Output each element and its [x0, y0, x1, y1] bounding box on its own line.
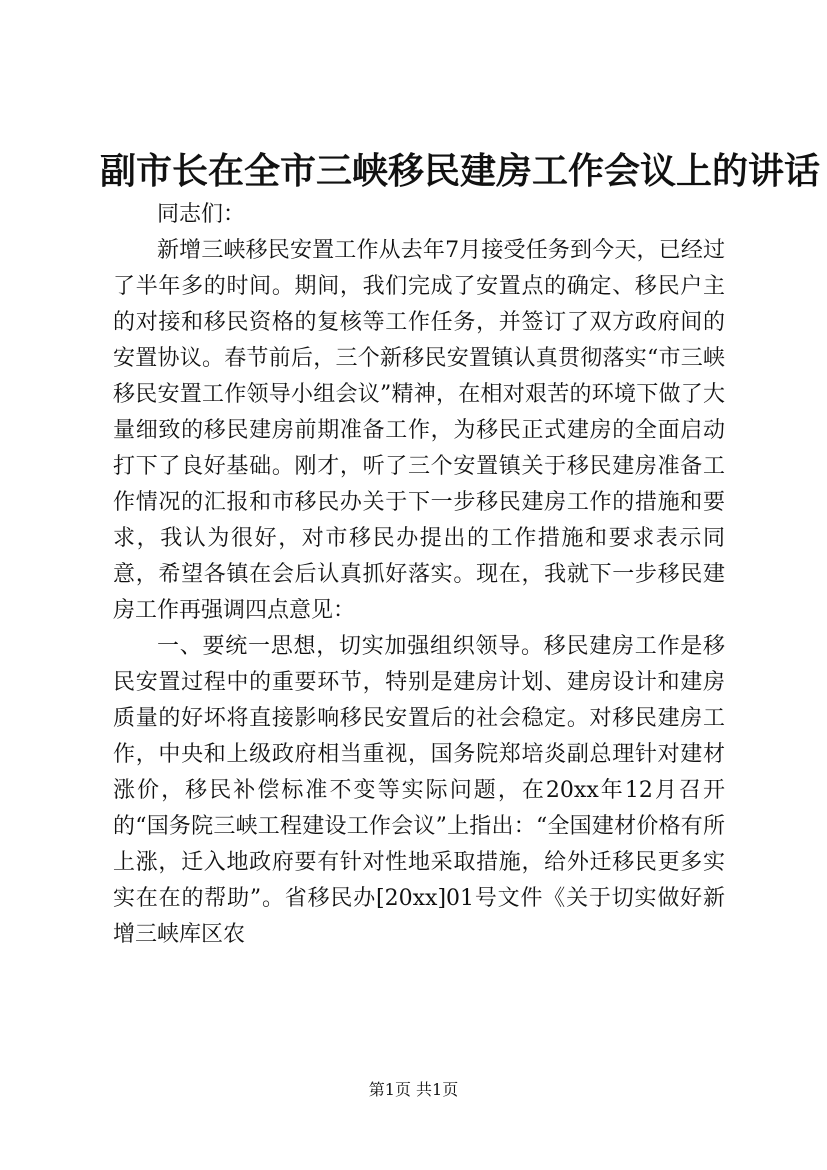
paragraph-2: 一、要统一思想，切实加强组织领导。移民建房工作是移民安置过程中的重要环节，特别是建房计划、建房设计和建房质量的好坏将直接影响移民安置后的社会稳定。对移民建房工作，中央和上级政府相当重视，国务院郑培炎副总理针对建材涨价，移民补偿标准不变等实际问题，在20xx年12月召开的“国务院三峡工程建设工作会议”上指出：“全国建材价格有所上涨，迁入地政府要有针对性地采取措施，给外迁移民更多实实在在的帮助”。省移民办[20xx]01号文件《关于切实做好新增三峡库区农 — [113, 634, 725, 947]
paragraph-1: 新增三峡移民安置工作从去年7月接受任务到今天，已经过了半年多的时间。期间，我们完成了安置点的确定、移民户主的对接和移民资格的复核等工作任务，并签订了双方政府间的安置协议。春节前后，三个新移民安置镇认真贯彻落实“市三峡移民安置工作领导小组会议”精神，在相对艰苦的环境下做了大量细致的移民建房前期准备工作，为移民正式建房的全面启动打下了良好基础。刚才，听了三个安置镇关于移民建房准备工作情况的汇报和市移民办关于下一步移民建房工作的措施和要求，我认为很好，对市移民办提出的工作措施和要求表示同意，希望各镇在会后认真抓好落实。现在，我就下一步移民建房工作再强调四点意见： — [113, 238, 725, 623]
salutation: 同志们： — [157, 202, 246, 227]
page-footer: 第1页 共1页 — [368, 1080, 459, 1099]
document-title: 副市长在全市三峡移民建房工作会议上的讲话 — [100, 150, 821, 192]
document-body — [113, 197, 725, 953]
